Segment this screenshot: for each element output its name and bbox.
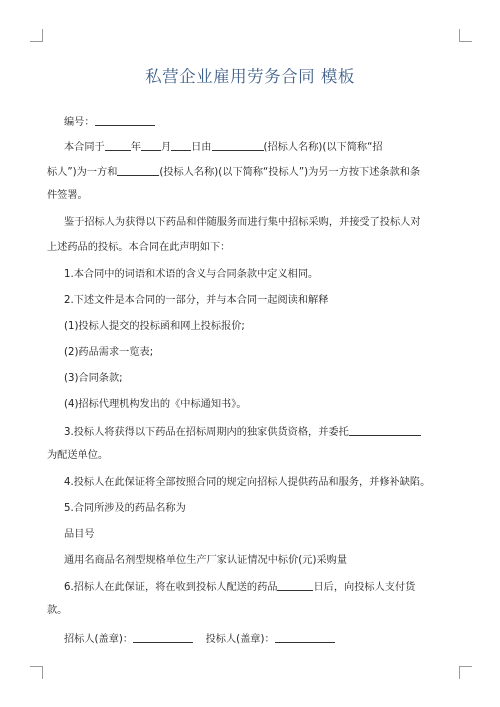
document-title: 私营企业雇用劳务合同 模板 bbox=[145, 67, 355, 86]
crop-mark-bottom-right bbox=[459, 666, 472, 679]
month-blank bbox=[141, 139, 161, 151]
clause-3-line-1 bbox=[64, 424, 421, 440]
clause-2: 2.下述文件是本合同的一部分，并与本合同一起阅读和解释 bbox=[64, 295, 329, 306]
intro-text: (投标人名称)(以下简称“投标人”)为另一方按下述条款和条 bbox=[159, 167, 421, 178]
clause-2-item-3: (3)合同条款; bbox=[64, 373, 123, 384]
clause-6-line-2: 款。 bbox=[47, 605, 68, 616]
bidder-seal-blank bbox=[275, 631, 335, 643]
intro-text: (招标人名称)(以下简称“招 bbox=[263, 142, 383, 153]
year-blank bbox=[105, 139, 131, 151]
clause-5-columns: 通用名商品名剂型规格单位生产厂家认证情况中标价(元)采购量 bbox=[64, 555, 348, 566]
preamble-line-2: 上述药品的投标。本合同在此声明如下： bbox=[47, 242, 231, 253]
intro-line-1 bbox=[64, 139, 383, 155]
preamble-line-1: 鉴于招标人为获得以下药品和伴随服务而进行集中招标采购，并接受了投标人对 bbox=[64, 217, 421, 228]
crop-mark-top-left bbox=[30, 29, 43, 42]
number-blank bbox=[95, 114, 155, 126]
clause-6-text: 6.招标人在此保证，将在收到投标人配送的药品 bbox=[64, 582, 278, 593]
clause-6-text: 日后，向投标人支付货 bbox=[313, 582, 416, 593]
bidder-name-blank bbox=[117, 164, 159, 176]
clause-2-item-2: (2)药品需求一览表; bbox=[64, 347, 154, 358]
number-label: 编号： bbox=[64, 117, 95, 128]
clause-1: 1.本合同中的词语和术语的含义与合同条款中定义相同。 bbox=[64, 269, 319, 280]
crop-mark-bottom-left bbox=[30, 666, 43, 679]
clause-4: 4.投标人在此保证将全部按照合同的规定向招标人提供药品和服务，并修补缺陷。 bbox=[64, 477, 431, 488]
clause-3-text: 3.投标人将获得以下药品在招标周期内的独家供货资格，并委托 bbox=[64, 427, 349, 438]
crop-mark-top-right bbox=[459, 29, 472, 42]
clause-2-item-1: (1)投标人提交的投标函和网上投标报价; bbox=[64, 321, 245, 332]
day-blank bbox=[171, 139, 191, 151]
intro-text: 本合同于 bbox=[64, 142, 105, 153]
clause-5: 5.合同所涉及的药品名称为 bbox=[64, 503, 186, 514]
clause-5-item-number: 品目号 bbox=[64, 529, 95, 540]
clause-3-line-2: 为配送单位。 bbox=[47, 450, 109, 461]
contract-number-line bbox=[64, 114, 155, 130]
intro-line-3: 件签署。 bbox=[47, 190, 88, 201]
distributor-blank bbox=[349, 424, 421, 436]
intro-text: 日由 bbox=[191, 142, 212, 153]
tenderer-seal-label: 招标人(盖章)： bbox=[64, 634, 134, 645]
tenderer-seal-blank bbox=[133, 631, 193, 643]
intro-text: 标人”)为一方和 bbox=[47, 167, 118, 178]
intro-text: 月 bbox=[160, 142, 172, 153]
clause-2-item-4: (4)招标代理机构发出的《中标通知书》。 bbox=[64, 399, 247, 410]
signature-line bbox=[64, 631, 335, 647]
tenderer-name-blank bbox=[212, 139, 264, 151]
bidder-seal-label: 投标人(盖章)： bbox=[205, 634, 275, 645]
clause-6-line-1 bbox=[64, 579, 415, 595]
intro-text: 年 bbox=[130, 142, 141, 153]
days-blank bbox=[277, 579, 313, 591]
intro-line-2 bbox=[47, 164, 420, 180]
